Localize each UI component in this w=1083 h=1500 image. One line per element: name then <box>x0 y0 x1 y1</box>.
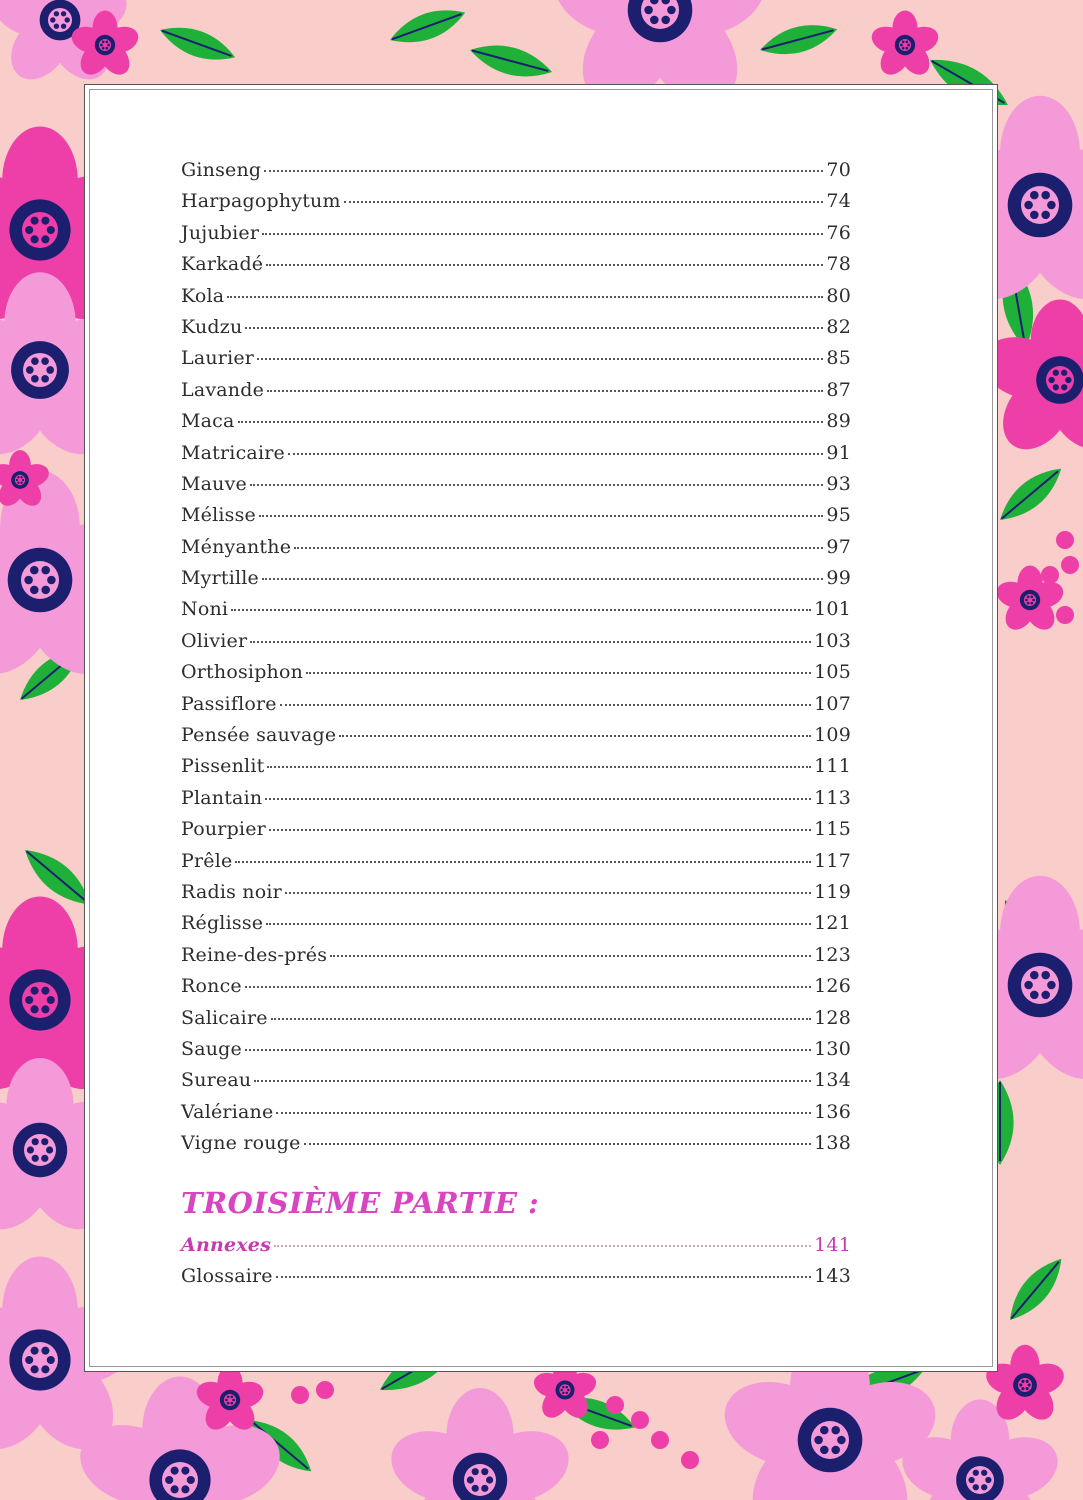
berry-shape <box>631 1411 649 1429</box>
leaf-shape <box>156 18 240 69</box>
toc-entry[interactable] <box>181 1069 851 1100</box>
leader-dots <box>259 515 823 517</box>
berry-shape <box>681 1451 699 1469</box>
toc-entry-page: 76 <box>826 221 851 244</box>
table-of-contents <box>181 159 851 1296</box>
berry-shape <box>316 1381 334 1399</box>
toc-entry-label: Kola <box>181 284 225 307</box>
toc-entry-page: 101 <box>814 598 851 621</box>
toc-entry-label: Pensée sauvage <box>181 724 337 747</box>
leaf-shape <box>992 459 1070 530</box>
toc-entry[interactable] <box>181 159 851 190</box>
toc-entry[interactable] <box>181 473 851 504</box>
toc-entry-page: 119 <box>814 880 851 903</box>
toc-entry-label: Pissenlit <box>181 755 265 778</box>
toc-entry[interactable] <box>181 285 851 316</box>
toc-entry-label: Laurier <box>181 347 255 370</box>
leader-dots <box>276 1112 811 1114</box>
toc-entry-label: Jujubier <box>181 221 260 244</box>
toc-entry[interactable] <box>181 755 851 786</box>
toc-entry-glossaire[interactable] <box>181 1265 851 1296</box>
berry-shape <box>1061 556 1079 574</box>
toc-entry-page: 91 <box>826 441 851 464</box>
leader-dots <box>264 170 823 172</box>
toc-entry[interactable] <box>181 379 851 410</box>
toc-entry-page: 93 <box>826 472 851 495</box>
leader-dots <box>250 484 823 486</box>
toc-entry[interactable] <box>181 661 851 692</box>
toc-entry-label: Reine-des-prés <box>181 943 328 966</box>
toc-entry-page: 126 <box>814 975 851 998</box>
toc-entry[interactable] <box>181 442 851 473</box>
toc-entry-label: Annexes <box>181 1233 271 1256</box>
toc-entry-page: 107 <box>814 692 851 715</box>
toc-entry-page: 141 <box>814 1233 851 1256</box>
leader-dots <box>266 923 811 925</box>
leader-dots <box>306 672 811 674</box>
toc-section-annexes[interactable] <box>181 1234 851 1265</box>
toc-entry[interactable] <box>181 724 851 755</box>
toc-entry-page: 134 <box>814 1069 851 1092</box>
leader-dots <box>288 453 823 455</box>
toc-entry-label: Mélisse <box>181 504 256 527</box>
berry-shape <box>591 1431 609 1449</box>
leader-dots <box>280 704 811 706</box>
toc-entry[interactable] <box>181 536 851 567</box>
toc-entry-page: 143 <box>814 1264 851 1287</box>
leader-dots <box>276 1276 811 1278</box>
berry-shape <box>651 1431 669 1449</box>
toc-entry-label: Noni <box>181 598 229 621</box>
toc-entry[interactable] <box>181 787 851 818</box>
leader-dots <box>285 892 811 894</box>
toc-entry-page: 97 <box>826 535 851 558</box>
leader-dots <box>227 296 823 298</box>
toc-entry[interactable] <box>181 912 851 943</box>
toc-entry-page: 80 <box>826 284 851 307</box>
toc-entry-label: Olivier <box>181 629 248 652</box>
toc-entry-label: Kudzu <box>181 315 243 338</box>
berry-shape <box>1056 531 1074 549</box>
toc-entry-label: Ményanthe <box>181 535 292 558</box>
leader-dots <box>235 861 811 863</box>
leader-dots <box>274 1245 811 1247</box>
toc-entry[interactable] <box>181 975 851 1006</box>
leader-dots <box>266 264 823 266</box>
leader-dots <box>257 358 823 360</box>
toc-entry[interactable] <box>181 316 851 347</box>
toc-entry[interactable] <box>181 347 851 378</box>
toc-entry-page: 128 <box>814 1006 851 1029</box>
leader-dots <box>265 798 811 800</box>
leader-dots <box>344 201 824 203</box>
toc-entry-page: 78 <box>826 253 851 276</box>
toc-entry[interactable] <box>181 630 851 661</box>
toc-entry[interactable] <box>181 693 851 724</box>
toc-entry-label: Orthosiphon <box>181 661 304 684</box>
toc-entry[interactable] <box>181 504 851 535</box>
toc-entry-page: 99 <box>826 567 851 590</box>
toc-entry-label: Sauge <box>181 1037 242 1060</box>
toc-entry[interactable] <box>181 818 851 849</box>
toc-entry-label: Plantain <box>181 786 263 809</box>
toc-entry-page: 87 <box>826 378 851 401</box>
leaf-shape <box>1000 1250 1071 1328</box>
toc-entry-label: Glossaire <box>181 1264 273 1287</box>
flower-shape <box>868 11 941 81</box>
toc-entry[interactable] <box>181 944 851 975</box>
toc-entry-page: 95 <box>826 504 851 527</box>
leader-dots <box>231 609 811 611</box>
toc-entry-label: Ronce <box>181 975 242 998</box>
toc-entry-label: Salicaire <box>181 1006 268 1029</box>
toc-entry-label: Passiflore <box>181 692 277 715</box>
toc-entry-page: 103 <box>814 629 851 652</box>
leader-dots <box>269 829 811 831</box>
toc-entry-label: Sureau <box>181 1069 252 1092</box>
leader-dots <box>267 766 811 768</box>
leader-dots <box>262 578 823 580</box>
toc-entry-page: 70 <box>826 159 851 181</box>
toc-entry-label: Lavande <box>181 378 265 401</box>
toc-entry-page: 85 <box>826 347 851 370</box>
leader-dots <box>271 1018 811 1020</box>
toc-entry[interactable] <box>181 1038 851 1069</box>
toc-entry-label: Pourpier <box>181 818 266 841</box>
toc-entry-page: 105 <box>814 661 851 684</box>
leaf-shape <box>386 1 470 52</box>
leader-dots <box>330 955 811 957</box>
toc-entry-label: Prêle <box>181 849 233 872</box>
toc-entry[interactable] <box>181 881 851 912</box>
toc-entry-page: 111 <box>814 755 851 778</box>
berry-shape <box>1056 606 1074 624</box>
leader-dots <box>245 327 823 329</box>
toc-entry-label: Réglisse <box>181 912 264 935</box>
toc-entry-page: 82 <box>826 315 851 338</box>
toc-entry-page: 123 <box>814 943 851 966</box>
toc-entry-label: Radis noir <box>181 880 282 903</box>
toc-entry-page: 113 <box>814 786 851 809</box>
toc-entry-label: Vigne rouge <box>181 1132 301 1155</box>
toc-entry-label: Harpagophytum <box>181 190 341 213</box>
toc-entry-page: 115 <box>814 818 851 841</box>
toc-entry-label: Maca <box>181 410 235 433</box>
berry-shape <box>606 1396 624 1414</box>
berry-shape <box>1041 566 1059 584</box>
toc-entry[interactable] <box>181 850 851 881</box>
toc-entry[interactable] <box>181 410 851 441</box>
leader-dots <box>339 735 811 737</box>
toc-entry[interactable] <box>181 190 851 221</box>
toc-entry-label: Ginseng <box>181 159 262 181</box>
toc-entry[interactable] <box>181 598 851 629</box>
leaf-shape <box>757 17 841 62</box>
leader-dots <box>245 1049 811 1051</box>
toc-entry-page: 136 <box>814 1100 851 1123</box>
toc-entry-label: Valériane <box>181 1100 274 1123</box>
toc-entry-page: 130 <box>814 1037 851 1060</box>
toc-entry-label: Matricaire <box>181 441 285 464</box>
leader-dots <box>267 390 823 392</box>
leader-dots <box>262 233 823 235</box>
toc-entry[interactable] <box>181 1132 851 1163</box>
toc-entry-label: Karkadé <box>181 253 264 276</box>
toc-entry-page: 138 <box>814 1132 851 1155</box>
toc-entry[interactable] <box>181 222 851 253</box>
toc-entry-page: 109 <box>814 724 851 747</box>
toc-entry-label: Mauve <box>181 472 247 495</box>
part-title: TROISIÈME PARTIE : <box>181 1185 540 1220</box>
toc-entry-label: Myrtille <box>181 567 259 590</box>
toc-entry-page: 89 <box>826 410 851 433</box>
berry-shape <box>291 1386 309 1404</box>
toc-entry-page: 74 <box>826 190 851 213</box>
leader-dots <box>294 547 823 549</box>
toc-page <box>84 84 998 1372</box>
toc-entry[interactable] <box>181 1101 851 1132</box>
toc-entry[interactable] <box>181 253 851 284</box>
toc-entry[interactable] <box>181 1007 851 1038</box>
leader-dots <box>250 641 811 643</box>
toc-entry-page: 117 <box>814 849 851 872</box>
toc-entry[interactable] <box>181 567 851 598</box>
leader-dots <box>254 1080 811 1082</box>
leader-dots <box>304 1143 812 1145</box>
leader-dots <box>245 986 811 988</box>
leaf-shape <box>466 37 555 85</box>
leader-dots <box>238 421 824 423</box>
toc-entry-page: 121 <box>814 912 851 935</box>
